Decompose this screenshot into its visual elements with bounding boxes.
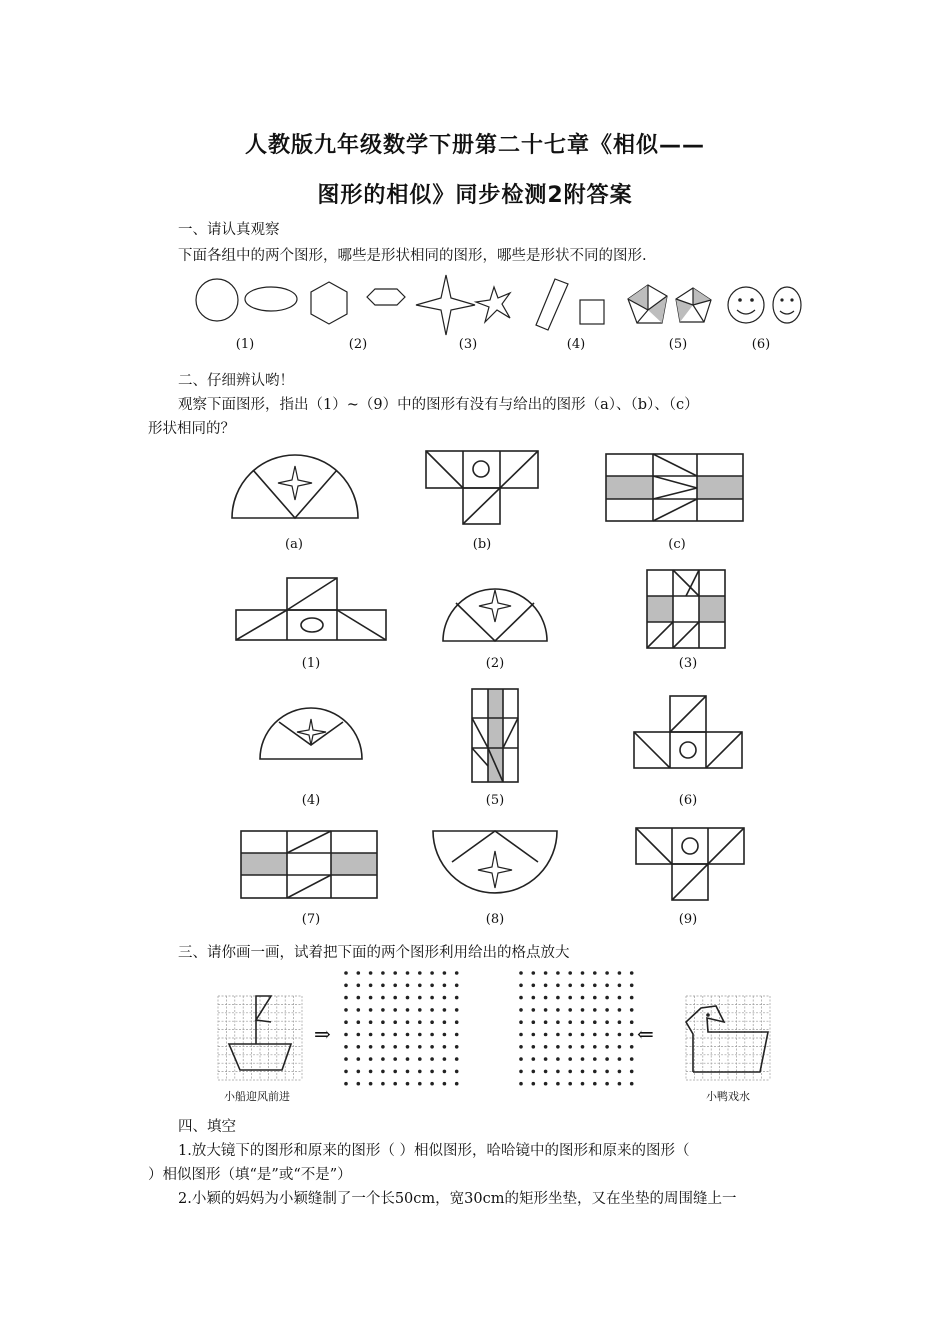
label-9: (9) bbox=[678, 912, 698, 927]
section1-text: 下面各组中的两个图形，哪些是形状相同的图形，哪些是形状不同的图形. bbox=[178, 248, 647, 264]
label-8: (8) bbox=[485, 912, 505, 927]
label-4: (4) bbox=[301, 793, 321, 808]
q1-line-2: ）相似图形（填“是”或“不是”） bbox=[148, 1167, 352, 1183]
figure-3 bbox=[647, 570, 725, 648]
title-line-2: 图形的相似》同步检测2附答案 bbox=[317, 183, 633, 208]
arrow-right-icon: ⇒ bbox=[314, 1022, 331, 1046]
figure-6 bbox=[634, 696, 742, 768]
figure-c bbox=[606, 454, 743, 521]
section1-label-3: (3) bbox=[458, 337, 478, 352]
small-star-shape bbox=[476, 287, 510, 322]
flat-hexagon-shape bbox=[367, 289, 405, 305]
figure-a bbox=[232, 455, 358, 518]
caption-duck: 小鸭戏水 bbox=[706, 1090, 750, 1103]
label-2: (2) bbox=[485, 656, 505, 671]
tilted-rectangle-shape bbox=[536, 279, 568, 330]
section1-label-2: (2) bbox=[348, 337, 368, 352]
ellipse-shape bbox=[245, 287, 297, 311]
figure-4 bbox=[260, 708, 362, 759]
duck-figure bbox=[686, 1006, 768, 1072]
figure-7 bbox=[241, 831, 377, 898]
section1-label-4: (4) bbox=[566, 337, 586, 352]
hexagon-shape bbox=[311, 282, 347, 324]
title-line-1: 人教版九年级数学下册第二十七章《相似—— bbox=[244, 133, 705, 158]
figure-9 bbox=[636, 828, 744, 900]
label-7: (7) bbox=[301, 912, 321, 927]
smiley-face-oval bbox=[773, 287, 801, 323]
dot-grid-right bbox=[519, 971, 633, 1085]
duck-grid bbox=[686, 996, 770, 1080]
label-a: (a) bbox=[285, 537, 303, 552]
section2-text-2: 形状相同的？ bbox=[148, 421, 235, 437]
four-point-star-shape bbox=[416, 275, 475, 335]
figure-5 bbox=[472, 689, 518, 782]
dot-grid-left bbox=[344, 971, 458, 1085]
section2-heading: 二、仔细辨认哟！ bbox=[178, 373, 294, 389]
section1-heading: 一、请认真观察 bbox=[178, 222, 280, 238]
section2-figures bbox=[0, 440, 950, 930]
square-shape bbox=[580, 300, 604, 324]
smiley-face-round bbox=[728, 287, 764, 323]
section3-heading: 三、请你画一画，试着把下面的两个图形利用给出的格点放大 bbox=[178, 945, 570, 961]
caption-boat: 小船迎风前进 bbox=[224, 1090, 290, 1103]
section1-label-5: (5) bbox=[668, 337, 688, 352]
figure-1 bbox=[236, 578, 386, 640]
q2-line-1: 2.小颖的妈妈为小颖缝制了一个长50cm，宽30cm的矩形坐垫，又在坐垫的周围缝上一 bbox=[178, 1191, 737, 1207]
figure-2 bbox=[443, 589, 547, 641]
label-1: (1) bbox=[301, 656, 321, 671]
circle-shape bbox=[196, 279, 238, 321]
boat-grid bbox=[218, 996, 302, 1080]
arrow-left-icon: ⇐ bbox=[637, 1022, 654, 1046]
section1-shapes bbox=[0, 270, 950, 340]
section1-label-6: (6) bbox=[751, 337, 771, 352]
section4-heading: 四、填空 bbox=[178, 1119, 236, 1135]
section2-text-1: 观察下面图形，指出（1）~（9）中的图形有没有与给出的图形（a）、（b）、（c） bbox=[178, 397, 699, 413]
label-5: (5) bbox=[485, 793, 505, 808]
figure-8 bbox=[433, 831, 557, 893]
section3-figures bbox=[0, 970, 950, 1090]
section1-label-1: (1) bbox=[235, 337, 255, 352]
label-3: (3) bbox=[678, 656, 698, 671]
figure-b bbox=[426, 451, 538, 524]
q1-line-1: 1.放大镜下的图形和原来的图形（ ）相似图形，哈哈镜中的图形和原来的图形（ bbox=[178, 1143, 690, 1159]
label-6: (6) bbox=[678, 793, 698, 808]
label-b: (b) bbox=[472, 537, 492, 552]
label-c: (c) bbox=[668, 537, 686, 552]
